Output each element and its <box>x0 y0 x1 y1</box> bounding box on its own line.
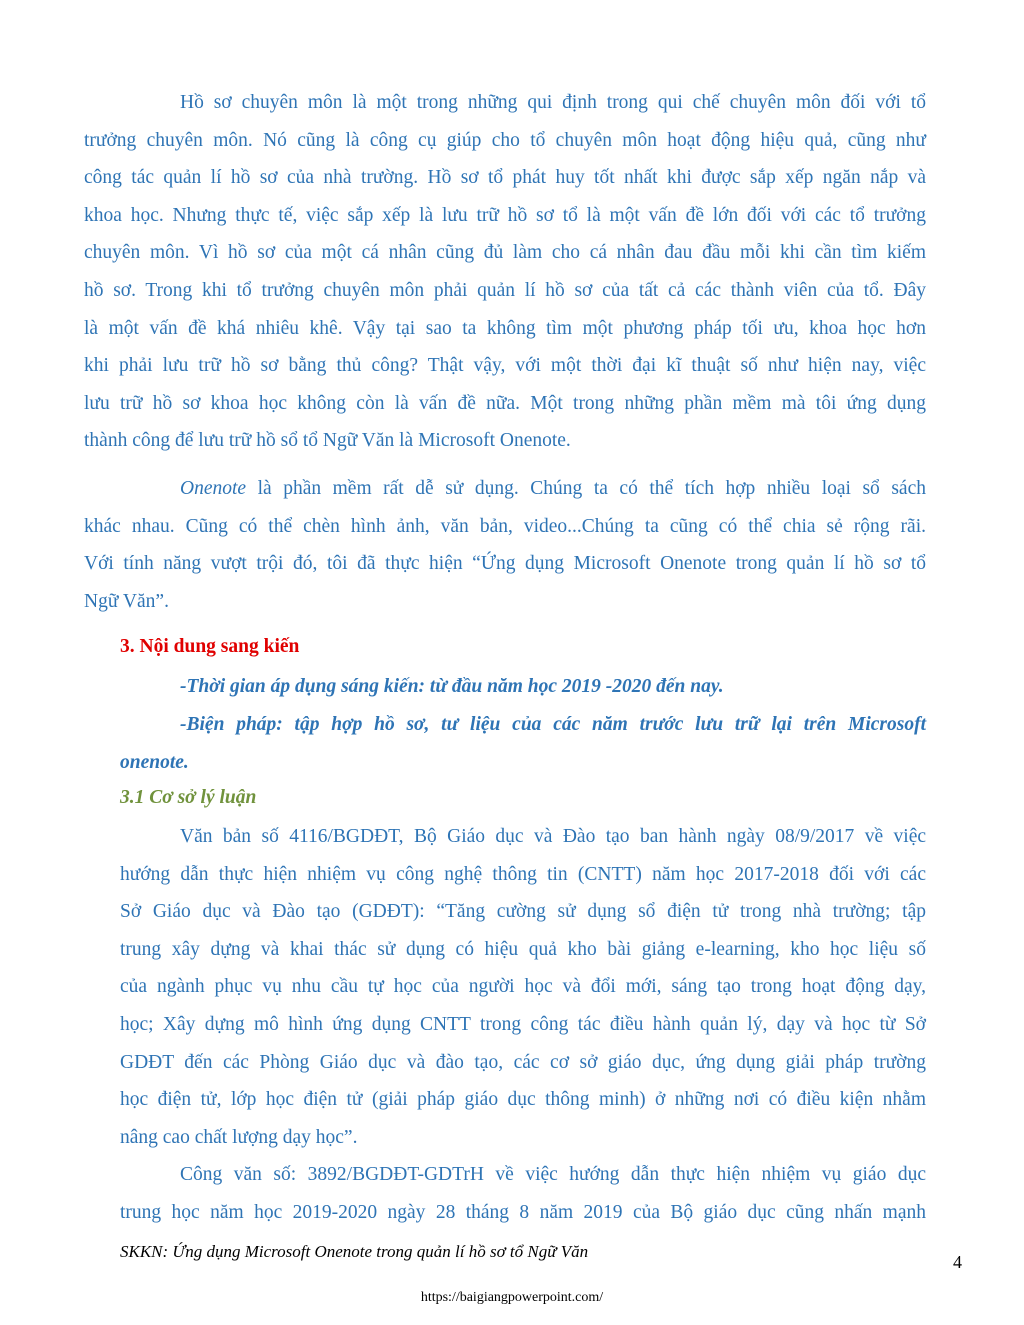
onenote-line: Ngữ Văn”. <box>84 590 169 612</box>
section31-line: học điện tử, lớp học điện tử (giải pháp giáo dục thông minh) ở những nơi có điều kiện nhằm <box>120 1089 926 1111</box>
onenote-line: Với tính năng vượt trội đó, tôi đã thực hiện “Ứng dụng Microsoft Onenote trong quản lí hồ sơ tổ <box>84 553 926 575</box>
section31-heading: 3.1 Cơ sở lý luận <box>120 787 257 808</box>
onenote-first-line <box>84 470 926 508</box>
section31-line: trung xây dựng và khai thác sử dụng có hiệu quả kho bài giảng e-learning, kho học liệu số <box>120 938 926 960</box>
intro-paragraph <box>84 84 926 460</box>
section31-line: của ngành phục vụ nhu cầu tự học của người học và đổi mới, sáng tạo trong hoạt động dạy, <box>120 976 926 998</box>
section31-line: Văn bản số 4116/BGDĐT, Bộ Giáo dục và Đào tạo ban hành ngày 08/9/2017 về việc <box>180 826 926 847</box>
intro-line: chuyên môn. Vì hồ sơ của một cá nhân cũng đủ làm cho cá nhân đau đầu mỗi khi cần tìm kiếm <box>84 242 926 264</box>
onenote-line: khác nhau. Cũng có thể chèn hình ảnh, văn bản, video...Chúng ta cũng có thể chia sẻ rộng rãi. <box>84 515 926 537</box>
intro-line: khoa học. Nhưng thực tế, việc sắp xếp là lưu trữ hồ sơ tổ là một vấn đề lớn đối với các tổ trưởng <box>84 204 926 226</box>
section3-heading: 3. Nội dung sang kiến <box>120 636 300 657</box>
section31-line: nâng cao chất lượng dạy học”. <box>120 1126 358 1148</box>
section31-line: Công văn số: 3892/BGDĐT-GDTrH về việc hướng dẫn thực hiện nhiệm vụ giáo dục <box>180 1164 926 1185</box>
intro-line: khi phải lưu trữ hồ sơ bằng thủ công? Thật vậy, với một thời đại kĩ thuật số như hiện nay, việc <box>84 355 926 377</box>
page-number: 4 <box>953 1252 962 1272</box>
section31-paragraph1 <box>120 818 926 1156</box>
intro-line: trưởng chuyên môn. Nó cũng là công cụ giúp cho tổ chuyên môn hoạt động hiệu quả, cũng như <box>84 129 926 151</box>
section3-measure <box>120 706 926 781</box>
onenote-paragraph <box>84 470 926 620</box>
section31-line: Sở Giáo dục và Đào tạo (GDĐT): “Tăng cường sử dụng sổ điện tử trong nhà trường; tập <box>120 901 926 923</box>
section3-measure-line: onenote. <box>120 751 189 773</box>
section31-line: học; Xây dựng mô hình ứng dụng CNTT trong công tác điều hành quản lý, dạy và học từ Sở <box>120 1013 926 1035</box>
section31-line: trung học năm học 2019-2020 ngày 28 tháng 8 năm 2019 của Bộ giáo dục cũng nhấn mạnh <box>120 1201 926 1223</box>
onenote-italic-word: Onenote <box>180 478 247 499</box>
footer-url[interactable]: https://baigiangpowerpoint.com/ <box>420 1290 604 1305</box>
intro-line: hồ sơ. Trong khi tổ trưởng chuyên môn phải quản lí hồ sơ của tất cả các thành viên của tổ. Đây <box>84 279 926 301</box>
intro-line: Hồ sơ chuyên môn là một trong những qui định trong qui chế chuyên môn đối với tổ <box>180 92 926 113</box>
intro-line: thành công để lưu trữ hồ sổ tổ Ngữ Văn là Microsoft Onenote. <box>84 430 571 452</box>
section31-line: GDĐT đến các Phòng Giáo dục và đào tạo, các cơ sở giáo dục, ứng dụng giải pháp trường <box>120 1051 926 1073</box>
onenote-first-line-rest: là phần mềm rất dễ sử dụng. Chúng ta có thể tích hợp nhiều loại sổ sách <box>246 478 926 499</box>
section3-time-line: -Thời gian áp dụng sáng kiến: từ đầu năm học 2019 -2020 đến nay. <box>180 676 724 697</box>
section31-line: hướng dẫn thực hiện nhiệm vụ công nghệ thông tin (CNTT) năm học 2017-2018 đối với các <box>120 863 926 885</box>
section31-paragraph2 <box>120 1156 926 1231</box>
intro-line: công tác quản lí hồ sơ của nhà trường. Hồ sơ tổ phát huy tốt nhất khi được sắp xếp ngăn nắp và <box>84 167 926 189</box>
intro-line: là một vấn đề khá nhiêu khê. Vậy tại sao ta không tìm một phương pháp tối ưu, khoa học hơn <box>84 317 926 339</box>
intro-line: lưu trữ hồ sơ khoa học không còn là vấn đề nữa. Một trong những phần mềm mà tôi ứng dụng <box>84 392 926 414</box>
footer-title: SKKN: Ứng dụng Microsoft Onenote trong quản lí hồ sơ tổ Ngữ Văn <box>120 1242 589 1261</box>
section3-measure-line: -Biện pháp: tập hợp hồ sơ, tư liệu của các năm trước lưu trữ lại trên Microsoft <box>180 714 926 735</box>
